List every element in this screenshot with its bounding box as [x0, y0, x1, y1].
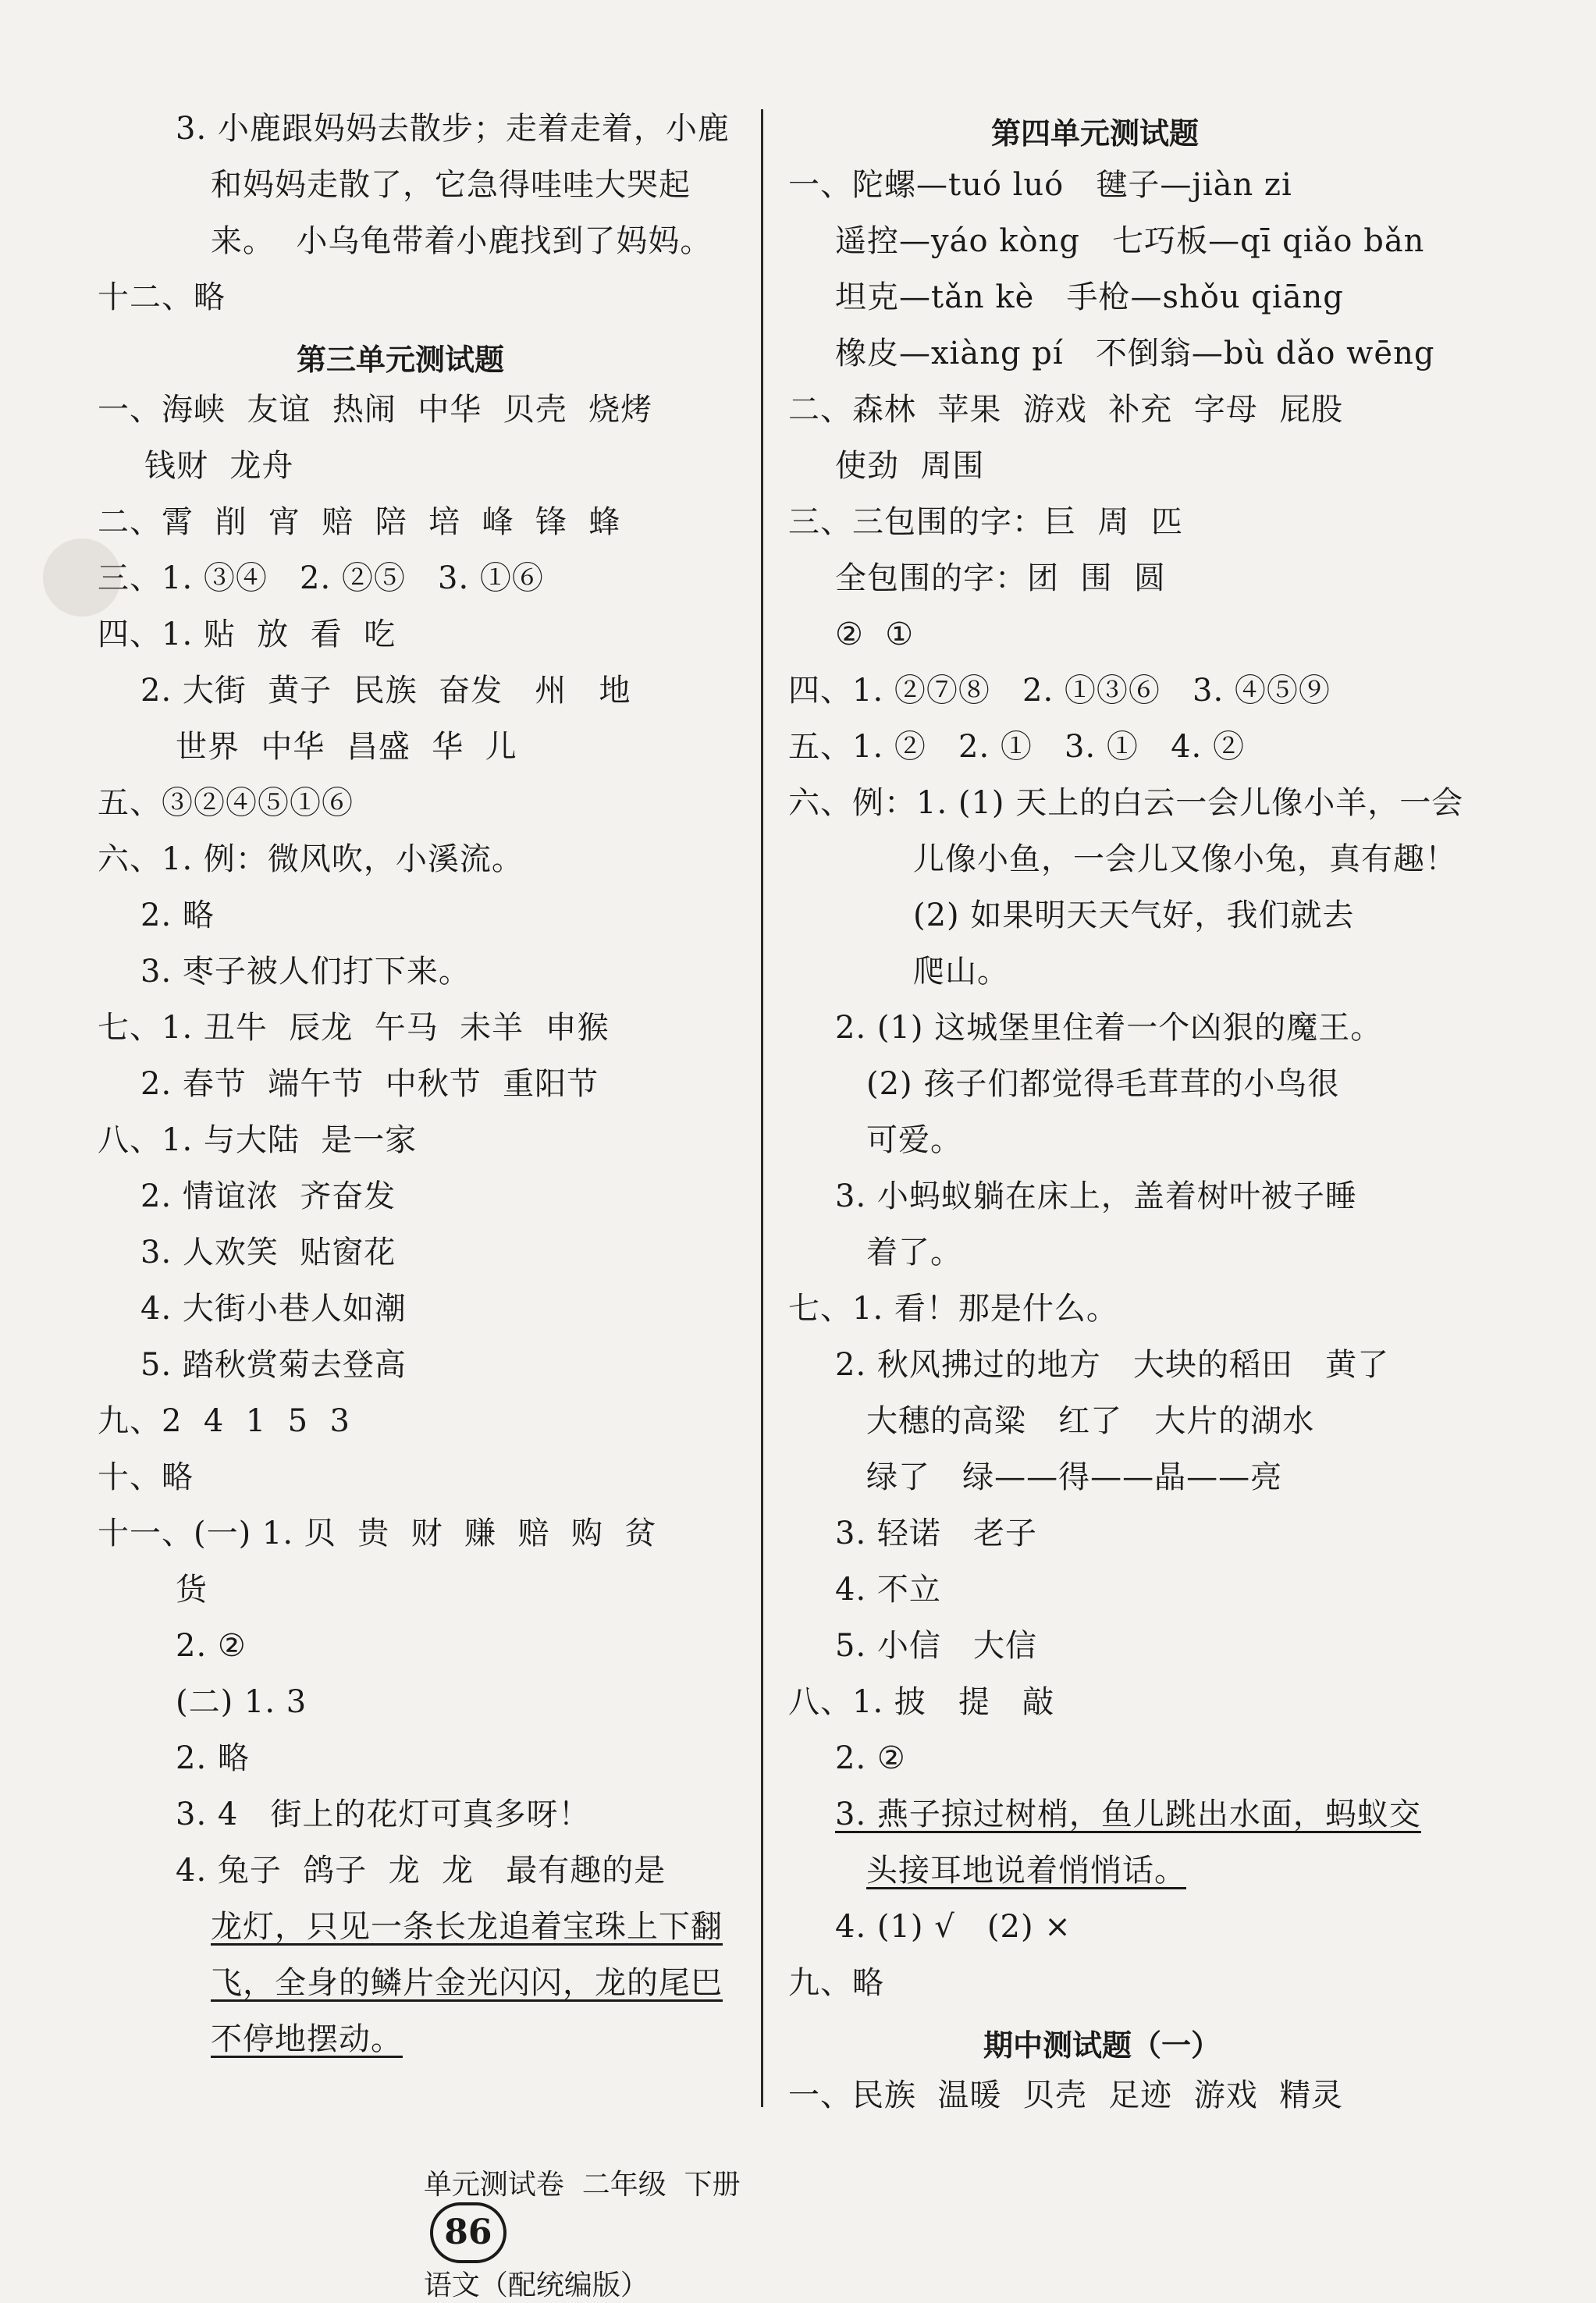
answer-line: 货	[176, 1572, 208, 1608]
answer-line: 四、1. 贴 放 看 吃	[98, 617, 396, 652]
answer-line: 二、森林 苹果 游戏 补充 字母 屁股	[788, 392, 1344, 428]
section-title-midterm: 期中测试题（一）	[983, 2028, 1221, 2063]
answer-line: 2. ②	[176, 1628, 247, 1664]
answer-line: 2. (1) 这城堡里住着一个凶狠的魔王。	[835, 1010, 1383, 1046]
answer-line: 七、1. 丑牛 辰龙 午马 未羊 申猴	[98, 1010, 610, 1046]
answer-line: 坦克—tǎn kè 手枪—shǒu qiāng	[835, 279, 1344, 315]
answer-line: 5. 踏秋赏菊去登高	[140, 1347, 407, 1383]
answer-line: 2. 秋风拂过的地方 大块的稻田 黄了	[835, 1347, 1390, 1383]
answer-line: 爬山。	[913, 954, 1009, 990]
answer-line: 遥控—yáo kòng 七巧板—qī qiǎo bǎn	[835, 223, 1425, 259]
answer-line-underlined: 飞，全身的鳞片金光闪闪，龙的尾巴	[211, 1965, 723, 2001]
answer-line: 二、霄 削 宵 赔 陪 培 峰 锋 蜂	[98, 504, 621, 540]
answer-line: 五、③②④⑤①⑥	[98, 785, 354, 821]
answer-line: 3. 人欢笑 贴窗花	[140, 1235, 396, 1271]
answer-line: 九、略	[788, 1965, 884, 2001]
answer-line: 3. 小鹿跟妈妈去散步；走着走着，小鹿	[176, 111, 730, 147]
answer-line: 大穗的高粱 红了 大片的湖水	[866, 1403, 1315, 1439]
section-title-unit4: 第四单元测试题	[991, 116, 1200, 151]
answer-line: (2) 孩子们都觉得毛茸茸的小鸟很	[866, 1066, 1340, 1102]
footer-subject: 语文（配统编版）	[423, 2269, 649, 2301]
answer-line: ② ①	[835, 617, 915, 652]
answer-line: 和妈妈走散了，它急得哇哇大哭起	[211, 167, 691, 203]
answer-line: 世界 中华 昌盛 华 儿	[176, 729, 517, 765]
answer-line: 5. 小信 大信	[835, 1628, 1038, 1664]
section-title-unit3: 第三单元测试题	[297, 343, 505, 377]
answer-line: 3. 小蚂蚁躺在床上，盖着树叶被子睡	[835, 1178, 1357, 1214]
answer-line: 五、1. ② 2. ① 3. ① 4. ②	[788, 729, 1245, 765]
page-footer	[406, 2131, 741, 2303]
answer-line: 可爱。	[866, 1122, 962, 1158]
answer-line: 一、海峡 友谊 热闹 中华 贝壳 烧烤	[98, 392, 653, 428]
page-number: 86	[430, 2202, 507, 2263]
answer-line: 3. 4 街上的花灯可真多呀！	[176, 1797, 591, 1832]
answer-line-underlined: 3. 燕子掠过树梢，鱼儿跳出水面，蚂蚁交	[835, 1797, 1421, 1832]
answer-line: 三、1. ③④ 2. ②⑤ 3. ①⑥	[98, 560, 544, 596]
answer-line: 4. 不立	[835, 1572, 941, 1608]
answer-line: 4. 兔子 鸽子 龙 龙 最有趣的是	[176, 1853, 666, 1889]
answer-line: 4. (1) √ (2) ×	[835, 1909, 1072, 1945]
answer-line-underlined: 头接耳地说着悄悄话。	[866, 1853, 1186, 1889]
answer-line: 2. 略	[176, 1740, 250, 1776]
answer-line: 十二、略	[98, 279, 226, 315]
answer-line: 来。 小乌龟带着小鹿找到了妈妈。	[211, 223, 713, 259]
answer-line: 一、民族 温暖 贝壳 足迹 游戏 精灵	[788, 2077, 1344, 2113]
answer-line: (2) 如果明天天气好，我们就去	[913, 897, 1355, 933]
answer-line: 七、1. 看！那是什么。	[788, 1291, 1118, 1327]
answer-line: 十、略	[98, 1459, 194, 1495]
answer-line: 六、1. 例：微风吹，小溪流。	[98, 841, 524, 877]
answer-line: 三、三包围的字：巨 周 匹	[788, 504, 1183, 540]
answer-line: 八、1. 与大陆 是一家	[98, 1122, 418, 1158]
answer-line: 四、1. ②⑦⑧ 2. ①③⑥ 3. ④⑤⑨	[788, 673, 1331, 709]
answer-line: 六、例：1. (1) 天上的白云一会儿像小羊，一会	[788, 785, 1464, 821]
answer-line: 儿像小鱼，一会儿又像小兔，真有趣！	[913, 841, 1457, 877]
answer-line: 绿了 绿——得——晶——亮	[866, 1459, 1283, 1495]
answer-line: 4. 大街小巷人如潮	[140, 1291, 407, 1327]
answer-line: 2. 略	[140, 897, 215, 933]
answer-line: 十一、(一) 1. 贝 贵 财 赚 赔 购 贫	[98, 1516, 657, 1551]
answer-line: 八、1. 披 提 敲	[788, 1684, 1055, 1720]
answer-line: (二) 1. 3	[176, 1684, 307, 1720]
answer-line: 一、陀螺—tuó luó 毽子—jiàn zi	[788, 167, 1292, 203]
answer-line: 3. 轻诺 老子	[835, 1516, 1038, 1551]
answer-line: 钱财 龙舟	[144, 448, 294, 484]
answer-line: 2. 大街 黄子 民族 奋发 州 地	[140, 673, 631, 709]
answer-line-underlined: 不停地摆动。	[211, 2021, 403, 2057]
answer-line-underlined: 龙灯，只见一条长龙追着宝珠上下翻	[211, 1909, 723, 1945]
answer-line: 使劲 周围	[835, 448, 985, 484]
answer-line: 2. ②	[835, 1740, 906, 1776]
answer-line: 2. 情谊浓 齐奋发	[140, 1178, 396, 1214]
footer-book-title: 单元测试卷 二年级 下册	[423, 2169, 741, 2201]
column-divider	[761, 109, 763, 2107]
answer-line: 3. 枣子被人们打下来。	[140, 954, 471, 990]
answer-line: 2. 春节 端午节 中秋节 重阳节	[140, 1066, 599, 1102]
answer-line: 全包围的字：团 围 圆	[835, 560, 1166, 596]
answer-line: 橡皮—xiàng pí 不倒翁—bù dǎo wēng	[835, 336, 1435, 371]
answer-line: 着了。	[866, 1235, 962, 1271]
answer-line: 九、2 4 1 5 3	[98, 1403, 350, 1439]
